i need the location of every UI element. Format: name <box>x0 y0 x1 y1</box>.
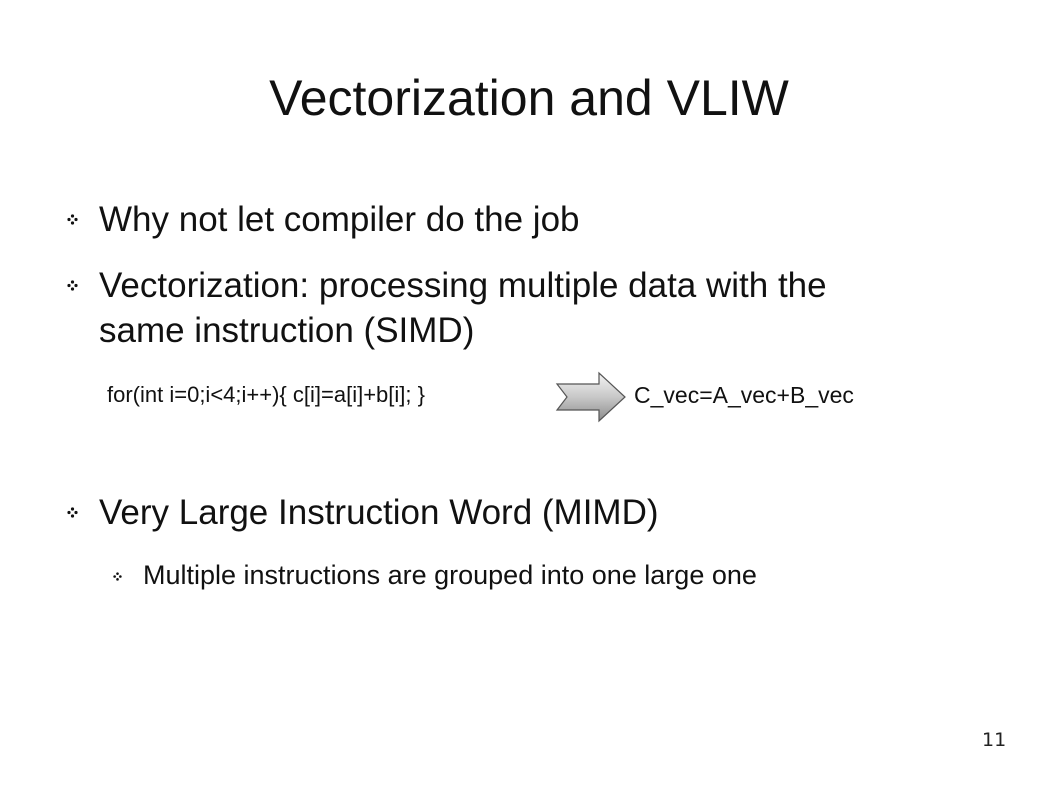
right-arrow-icon <box>555 371 627 423</box>
bullet-item <box>67 197 580 242</box>
diamond-bullet-icon <box>67 280 78 291</box>
bullet-item <box>67 490 659 535</box>
bullet-text-line: Vectorization: processing multiple data with the <box>99 266 827 305</box>
sub-bullet-text: Multiple instructions are grouped into one large one <box>143 560 757 590</box>
diamond-bullet-icon <box>67 507 78 518</box>
bullet-text-block <box>99 263 827 353</box>
vectorized-code: C_vec=A_vec+B_vec <box>634 382 854 408</box>
bullet-text-line: same instruction (SIMD) <box>99 311 475 350</box>
slide-title: Vectorization and VLIW <box>269 70 789 126</box>
bullet-text: Very Large Instruction Word (MIMD) <box>99 493 659 532</box>
bullet-item <box>67 263 827 353</box>
bullet-text: Why not let compiler do the job <box>99 200 580 239</box>
sub-bullet-item <box>113 558 757 592</box>
diamond-bullet-icon <box>113 572 122 581</box>
page-number: 11 <box>982 729 1007 751</box>
loop-code: for(int i=0;i<4;i++){ c[i]=a[i]+b[i]; } <box>107 382 425 407</box>
diamond-bullet-icon <box>67 214 78 225</box>
